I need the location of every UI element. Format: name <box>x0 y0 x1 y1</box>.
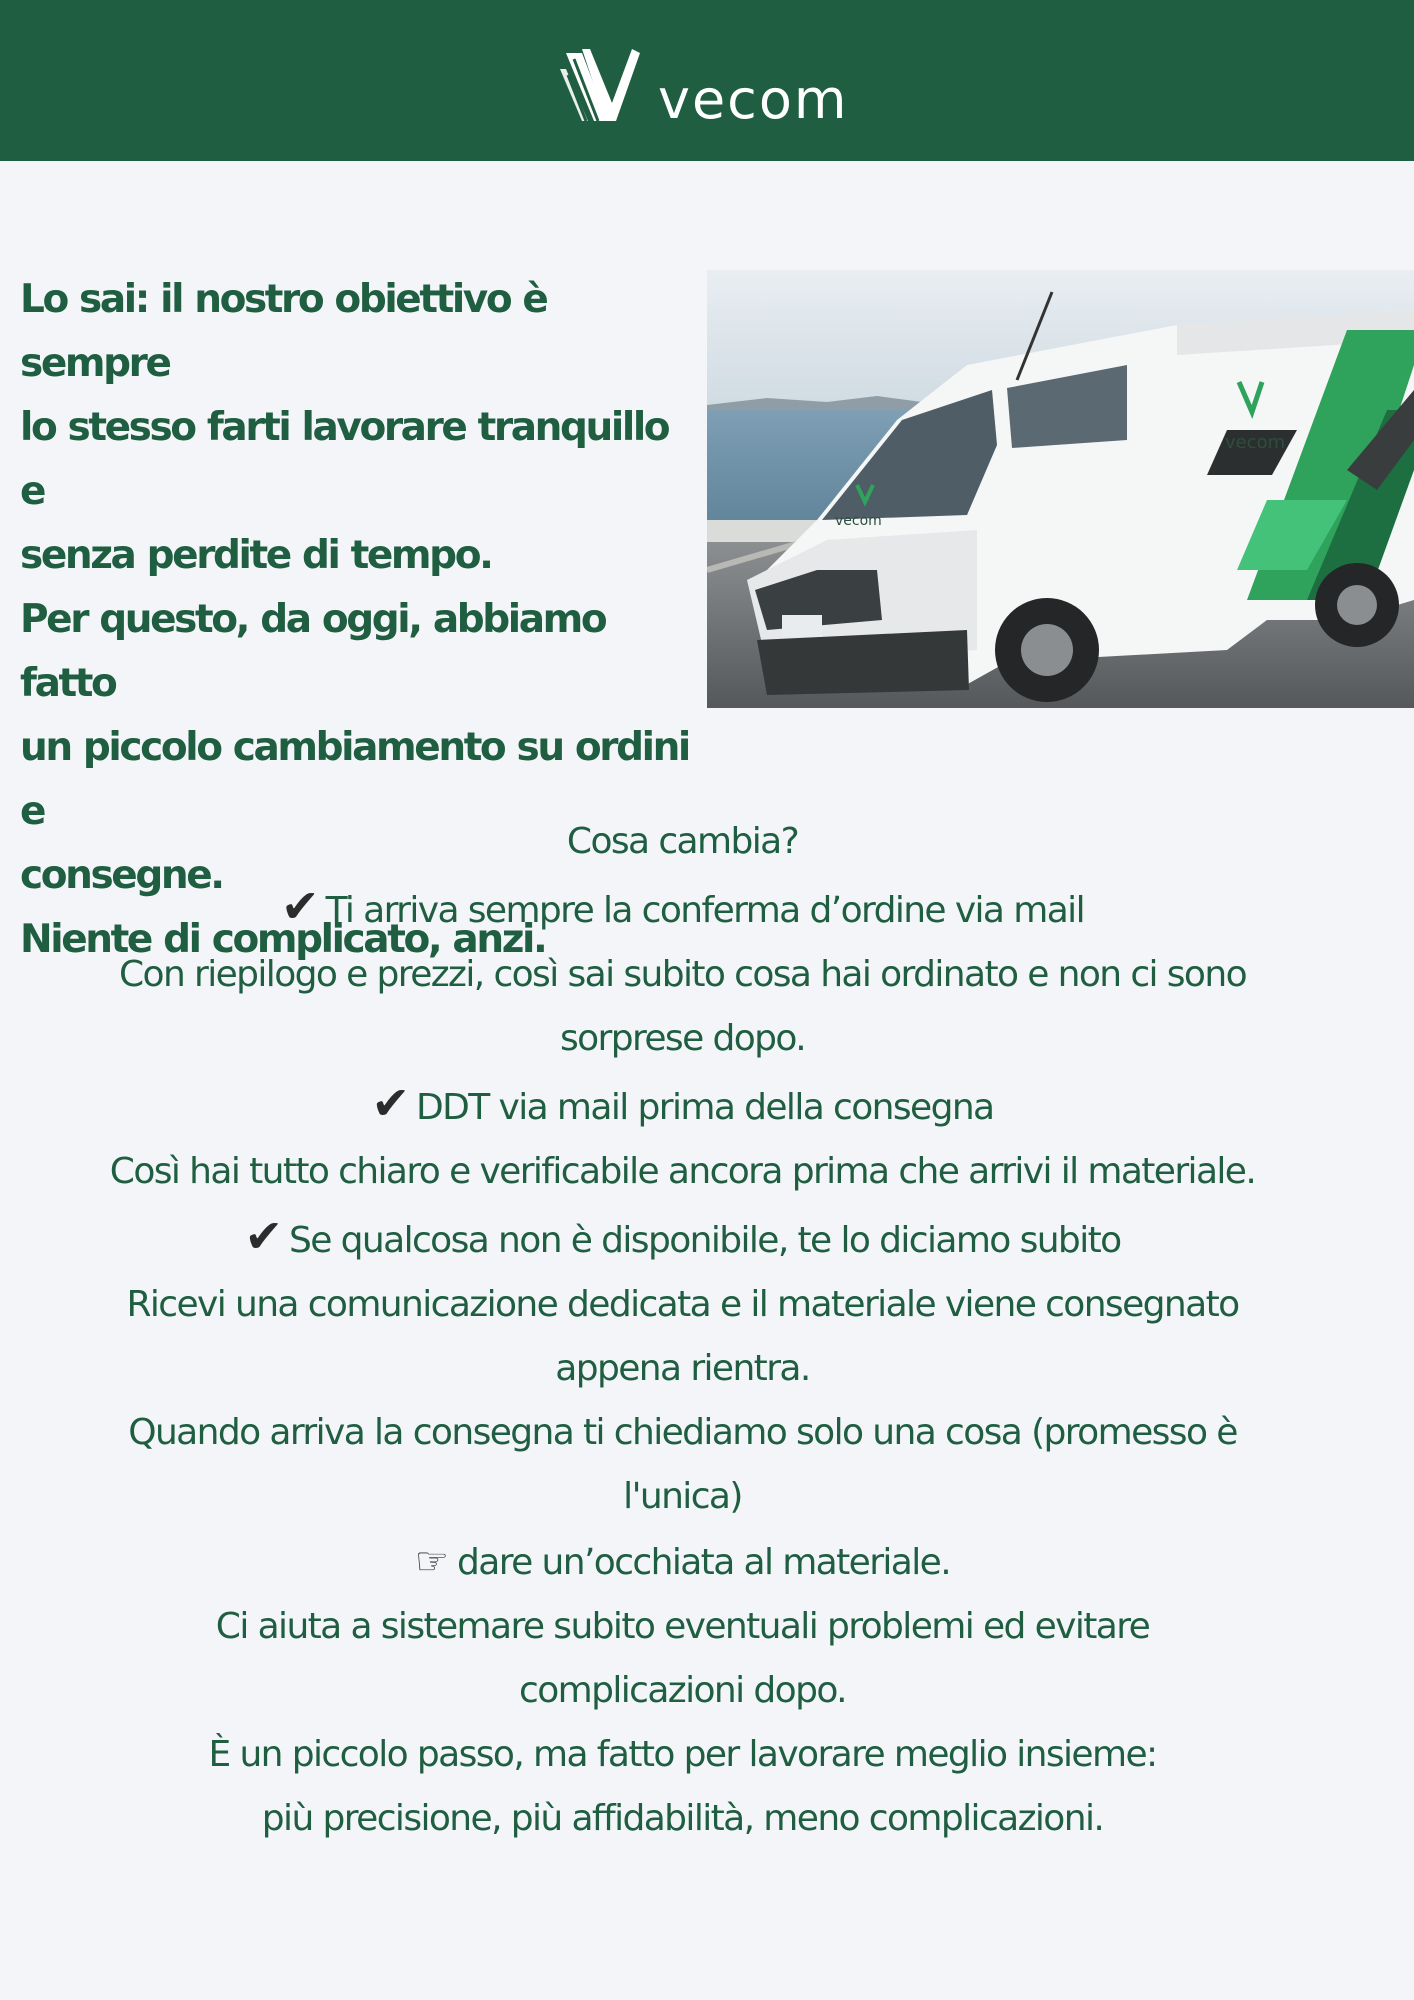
checkmark-icon: ✔ <box>371 1076 411 1130</box>
intro-line: lo stesso farti lavorare tranquillo e <box>20 405 669 514</box>
van-side-brand: vecom <box>1225 432 1286 453</box>
checkmark-icon: ✔ <box>281 879 320 933</box>
change-item-description: Così hai tutto chiaro e verificabile ancora prima che arrivi il materiale. <box>109 1151 1256 1192</box>
change-item-title-text: Ti arriva sempre la conferma d’ordine via mail <box>325 890 1084 931</box>
action-text: dare un’occhiata al materiale. <box>457 1542 951 1583</box>
intro-line: consegne. <box>20 853 223 898</box>
section-heading: Cosa cambia? <box>566 821 799 862</box>
checkmark-icon: ✔ <box>244 1209 283 1263</box>
closing-text: più precisione, più affidabilità, meno complicazioni. <box>261 1798 1104 1839</box>
intro-line: Niente di complicato, anzi. <box>20 917 546 962</box>
intro-line: senza perdite di tempo. <box>20 533 492 578</box>
delivery-van-photo <box>707 270 1414 708</box>
van-front-brand: vecom <box>835 513 882 529</box>
action-line <box>30 1529 1335 1595</box>
change-item-title-text: DDT via mail prima della consegna <box>416 1087 994 1128</box>
delivery-request: l'unica) <box>623 1476 742 1517</box>
pointing-hand-icon: ☞ <box>414 1539 449 1583</box>
closing-text: È un piccolo passo, ma fatto per lavorare meglio insieme: <box>208 1734 1157 1775</box>
change-item-title <box>30 1204 1335 1273</box>
brand-logo <box>560 45 860 130</box>
delivery-request: Quando arriva la consegna ti chiediamo solo una cosa (promesso è <box>128 1412 1237 1453</box>
reason-text: complicazioni dopo. <box>519 1670 846 1711</box>
change-item-title-text: Se qualcosa non è disponibile, te lo diciamo subito <box>289 1220 1121 1261</box>
change-item-description: Con riepilogo e prezzi, così sai subito cosa hai ordinato e non ci sono <box>118 954 1246 995</box>
reason-text: Ci aiuta a sistemare subito eventuali problemi ed evitare <box>215 1606 1150 1647</box>
change-item-description: appena rientra. <box>555 1348 810 1389</box>
change-item-title <box>30 874 1335 943</box>
vecom-v-logo-icon <box>560 45 650 125</box>
intro-line: un piccolo cambiamento su ordini e <box>20 725 689 834</box>
change-item-title <box>30 1071 1335 1140</box>
header-bar <box>0 0 1414 161</box>
brand-name: vecom <box>658 68 849 131</box>
change-item-description: Ricevi una comunicazione dedicata e il materiale viene consegnato <box>126 1284 1239 1325</box>
changes-section <box>30 810 1335 1851</box>
intro-line: Lo sai: il nostro obiettivo è sempre <box>20 277 547 386</box>
change-item-description: sorprese dopo. <box>559 1018 806 1059</box>
intro-line: Per questo, da oggi, abbiamo fatto <box>20 597 606 706</box>
